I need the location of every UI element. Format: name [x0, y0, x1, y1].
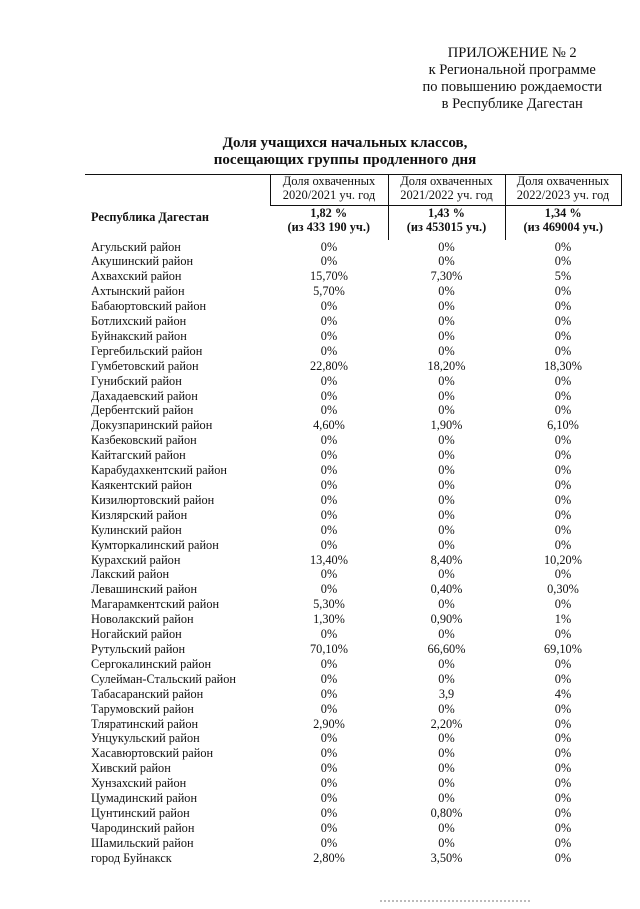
column-header-year: 2022/2023 уч. год [516, 187, 610, 202]
document-title [160, 135, 530, 169]
district-value: 0% [320, 299, 338, 314]
district-name: Табасаранский район [91, 686, 204, 701]
district-name: Тарумовский район [91, 701, 194, 716]
district-value: 0% [554, 299, 572, 314]
district-value: 0% [554, 463, 572, 478]
district-name: Буйнакский район [91, 328, 187, 343]
table-row [85, 553, 621, 568]
district-value: 18,30% [544, 358, 582, 373]
republic-percent: 1,43 % [428, 206, 465, 220]
column-header-year: 2021/2022 уч. год [400, 187, 493, 202]
district-value: 0% [320, 656, 338, 671]
district-value: 0% [320, 239, 338, 254]
district-value: 0% [438, 627, 455, 642]
table-row [85, 478, 621, 493]
district-value: 1,30% [313, 612, 345, 627]
district-name: Агульский район [91, 239, 181, 254]
district-name: Хивский район [91, 761, 171, 776]
district-value: 0% [554, 746, 572, 761]
district-name: Ахтынский район [91, 284, 185, 299]
district-name: Сергокалинский район [91, 656, 212, 671]
table-body [85, 206, 621, 866]
district-value: 0% [438, 388, 455, 403]
district-value: 3,50% [430, 850, 463, 865]
district-value: 0,30% [547, 582, 579, 597]
district-value: 0% [554, 567, 572, 582]
district-name: Шамильский район [91, 835, 194, 850]
district-value: 10,20% [544, 552, 582, 567]
district-value: 0% [320, 522, 338, 537]
district-value: 0% [438, 746, 455, 761]
district-name: Акушинский район [91, 254, 194, 269]
republic-name: Республика Дагестан [91, 209, 209, 224]
district-value: 0% [554, 731, 572, 746]
table-row [85, 627, 621, 642]
district-value: 0% [320, 373, 338, 388]
district-value: 0% [320, 492, 338, 507]
district-name: Гунибский район [91, 373, 182, 388]
district-value: 0% [554, 448, 572, 463]
district-value: 2,20% [430, 716, 463, 731]
republic-student-count: (из 433 190 уч.) [287, 220, 370, 234]
district-value: 0% [554, 522, 572, 537]
district-value: 0% [438, 492, 455, 507]
district-value: 0% [438, 433, 455, 448]
table-row [85, 359, 621, 374]
district-value: 0% [554, 656, 572, 671]
district-value: 0% [438, 314, 455, 329]
district-value: 0% [438, 597, 455, 612]
table-row [85, 523, 621, 538]
district-value: 0% [438, 373, 455, 388]
district-value: 6,10% [547, 418, 579, 433]
district-value: 0% [438, 328, 455, 343]
table-row [85, 642, 621, 657]
district-value: 2,80% [313, 850, 345, 865]
district-value: 0% [554, 433, 572, 448]
republic-student-count: (из 469004 уч.) [523, 220, 603, 234]
table-row [85, 672, 621, 687]
column-header-2020-2021 [270, 175, 388, 206]
title-line: посещающих группы продленного дня [213, 152, 477, 168]
district-value: 0,90% [430, 612, 463, 627]
district-value: 18,20% [427, 358, 466, 373]
table-row [85, 612, 621, 627]
column-header-label: Доля охваченных [400, 174, 493, 188]
table-row [85, 433, 621, 448]
district-value: 0% [554, 492, 572, 507]
district-name: Ногайский район [91, 627, 182, 642]
district-value: 0% [554, 671, 572, 686]
republic-percent: 1,82 % [310, 206, 348, 220]
district-name: Чародинский район [91, 820, 195, 835]
table-row [85, 687, 621, 702]
district-value: 5% [554, 269, 572, 284]
table-row [85, 374, 621, 389]
district-value: 66,60% [427, 641, 466, 656]
title-line: Доля учащихся начальных классов, [222, 135, 468, 151]
table-row [85, 418, 621, 433]
table-row [85, 776, 621, 791]
table-row [85, 403, 621, 418]
appendix-line: в Республике Дагестан [441, 96, 583, 112]
district-name: Кумторкалинский район [91, 537, 219, 552]
district-value: 0% [554, 791, 572, 806]
district-value: 69,10% [544, 641, 582, 656]
district-name: Лакский район [91, 567, 170, 582]
district-value: 0% [320, 627, 338, 642]
table-row [85, 702, 621, 717]
district-value: 0% [320, 582, 338, 597]
column-header-year: 2020/2021 уч. год [282, 187, 376, 202]
district-value: 0% [554, 716, 572, 731]
district-name: Каякентский район [91, 478, 192, 492]
district-value: 3,9 [438, 686, 455, 701]
district-value: 5,30% [313, 597, 345, 612]
district-name: Ахвахский район [91, 269, 182, 284]
table-row [85, 389, 621, 404]
district-value: 2,90% [313, 716, 345, 731]
district-value: 15,70% [310, 269, 348, 284]
district-value: 0% [320, 478, 338, 492]
district-value: 0% [554, 597, 572, 612]
appendix-heading [422, 45, 602, 113]
district-name: Кайтагский район [91, 448, 186, 463]
district-name: Рутульский район [91, 641, 186, 656]
column-header-2022-2023 [505, 175, 621, 206]
table-row [85, 240, 621, 255]
district-value: 0% [320, 328, 338, 343]
district-value: 0% [438, 403, 455, 418]
district-value: 1,90% [430, 418, 463, 433]
district-value: 0% [554, 328, 572, 343]
appendix-number: ПРИЛОЖЕНИЕ № 2 [447, 45, 577, 61]
table-row [85, 284, 621, 299]
district-value: 0% [438, 820, 455, 835]
district-value: 0% [320, 701, 338, 716]
table-row [85, 731, 621, 746]
district-name: Сулейман-Стальский район [91, 671, 236, 686]
coverage-table [85, 174, 622, 866]
district-value: 0% [554, 805, 572, 820]
district-value: 0% [438, 239, 455, 254]
district-value: 0% [320, 761, 338, 776]
corner-header [85, 175, 270, 206]
table-row [85, 791, 621, 806]
table-row [85, 463, 621, 478]
district-value: 0% [320, 835, 338, 850]
district-name: Докузпаринский район [91, 418, 213, 433]
district-value: 0% [554, 254, 572, 269]
district-value: 0% [554, 373, 572, 388]
appendix-line: к Региональной программе [428, 62, 596, 78]
district-value: 0% [438, 448, 455, 463]
district-value: 0% [554, 627, 572, 642]
district-value: 0% [438, 254, 455, 269]
district-value: 7,30% [430, 269, 463, 284]
republic-value-2020-2021 [270, 206, 388, 240]
district-value: 8,40% [430, 552, 463, 567]
district-value: 0% [320, 567, 338, 582]
district-value: 0% [320, 403, 338, 418]
district-value: 0% [554, 820, 572, 835]
district-value: 0% [438, 522, 455, 537]
district-value: 0,80% [430, 805, 463, 820]
district-name: Кизлярский район [91, 507, 188, 522]
district-value: 0% [438, 776, 455, 791]
district-name: Тляратинский район [91, 716, 199, 731]
district-value: 0% [438, 791, 455, 806]
table-row [85, 582, 621, 597]
district-value: 0% [554, 507, 572, 522]
column-header-2021-2022 [388, 175, 505, 206]
table-row [85, 493, 621, 508]
district-value: 0% [438, 537, 455, 552]
district-value: 0,40% [430, 582, 463, 597]
table-row [85, 448, 621, 463]
table-row [85, 344, 621, 359]
district-value: 0% [320, 433, 338, 448]
district-value: 0% [554, 850, 572, 865]
district-value: 0% [554, 776, 572, 791]
district-value: 13,40% [310, 552, 348, 567]
table-row [85, 329, 621, 344]
district-value: 0% [320, 343, 338, 358]
district-value: 0% [554, 403, 572, 418]
district-name: Новолакский район [91, 612, 194, 627]
district-value: 0% [438, 761, 455, 776]
district-value: 0% [320, 805, 338, 820]
district-value: 0% [320, 254, 338, 269]
district-value: 0% [320, 746, 338, 761]
district-value: 0% [320, 791, 338, 806]
district-name: Левашинский район [91, 582, 198, 597]
district-name: Хасавюртовский район [91, 746, 214, 761]
district-value: 0% [320, 731, 338, 746]
district-name: Хунзахский район [91, 776, 187, 791]
scan-artifact [380, 900, 530, 905]
table-row [85, 597, 621, 612]
table-header-row [85, 175, 621, 206]
district-value: 0% [438, 701, 455, 716]
district-value: 0% [320, 388, 338, 403]
district-name: город Буйнакск [91, 850, 172, 865]
district-value: 0% [554, 701, 572, 716]
district-name: Бабаюртовский район [91, 299, 207, 314]
district-value: 0% [438, 671, 455, 686]
district-value: 0% [320, 463, 338, 478]
column-header-label: Доля охваченных [516, 174, 610, 188]
district-value: 0% [438, 299, 455, 314]
table-row [85, 761, 621, 776]
republic-percent: 1,34 % [544, 206, 582, 220]
district-value: 0% [438, 835, 455, 850]
republic-student-count: (из 453015 уч.) [406, 220, 487, 234]
table-row [85, 746, 621, 761]
table-row [85, 254, 621, 269]
district-value: 0% [320, 507, 338, 522]
district-name: Цумадинский район [91, 791, 198, 806]
district-name: Ботлихский район [91, 314, 187, 329]
district-value: 0% [438, 507, 455, 522]
district-name: Унцукульский район [91, 731, 200, 746]
district-value: 0% [554, 537, 572, 552]
district-name: Казбековский район [91, 433, 197, 448]
district-value: 0% [320, 686, 338, 701]
district-value: 0% [554, 835, 572, 850]
district-value: 0% [438, 731, 455, 746]
district-value: 0% [554, 239, 572, 254]
table-row [85, 657, 621, 672]
table-row [85, 299, 621, 314]
district-value: 22,80% [310, 358, 348, 373]
district-value: 0% [438, 343, 455, 358]
district-value: 0% [320, 820, 338, 835]
district-value: 0% [320, 537, 338, 552]
district-value: 1% [554, 612, 572, 627]
table-row [85, 567, 621, 582]
appendix-line: по повышению рождаемости [422, 79, 602, 95]
district-value: 0% [438, 478, 455, 492]
table-row [85, 538, 621, 553]
district-value: 0% [320, 448, 338, 463]
table-row [85, 508, 621, 523]
district-name: Цунтинский район [91, 805, 190, 820]
republic-total-row [85, 206, 621, 240]
district-value: 0% [438, 463, 455, 478]
district-value: 0% [320, 776, 338, 791]
district-name: Магарамкентский район [91, 597, 220, 612]
table-row [85, 806, 621, 821]
district-name: Дербентский район [91, 403, 194, 418]
district-name: Гумбетовский район [91, 358, 199, 373]
district-name: Карабудахкентский район [91, 463, 227, 478]
district-value: 0% [554, 388, 572, 403]
district-value: 70,10% [310, 641, 348, 656]
district-value: 0% [554, 314, 572, 329]
district-name: Кизилюртовский район [91, 492, 215, 507]
table-row [85, 269, 621, 284]
district-name: Дахадаевский район [91, 388, 198, 403]
district-value: 0% [554, 478, 572, 492]
republic-value-2022-2023 [505, 206, 621, 240]
table-row [85, 851, 621, 866]
district-value: 0% [320, 671, 338, 686]
district-name: Курахский район [91, 552, 181, 567]
district-name: Гергебильский район [91, 343, 203, 358]
district-value: 0% [438, 567, 455, 582]
table-row [85, 836, 621, 851]
district-value: 0% [554, 761, 572, 776]
republic-value-2021-2022 [388, 206, 505, 240]
table-row [85, 717, 621, 732]
district-value: 0% [438, 656, 455, 671]
district-value: 5,70% [313, 284, 345, 299]
column-header-label: Доля охваченных [282, 174, 376, 188]
table-row [85, 821, 621, 836]
district-value: 0% [438, 284, 455, 299]
district-value: 0% [320, 314, 338, 329]
district-value: 4% [554, 686, 572, 701]
district-value: 0% [554, 343, 572, 358]
district-value: 4,60% [313, 418, 345, 433]
district-value: 0% [554, 284, 572, 299]
table-row [85, 314, 621, 329]
district-name: Кулинский район [91, 522, 182, 537]
